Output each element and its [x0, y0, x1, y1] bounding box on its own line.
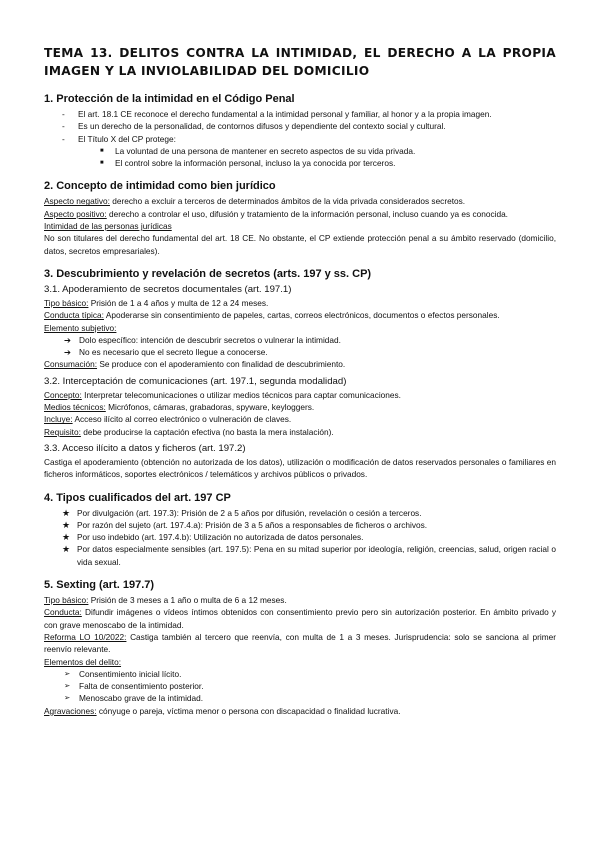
- list-item: ★ Por razón del sujeto (art. 197.4.a): Prisión de 3 a 5 años a responsables de ficheros o archivos.: [62, 519, 428, 530]
- paragraph: Tipo básico: Prisión de 3 meses a 1 año o multa de 6 a 12 meses.: [44, 595, 287, 606]
- paragraph: Aspecto positivo: derecho a controlar el uso, difusión y tratamiento de la información personal, incluso cuando ya es conocida.: [44, 208, 508, 219]
- paragraph: Consumación: Se produce con el apoderamiento con finalidad de descubrimiento.: [44, 359, 346, 370]
- section-1-heading: 1. Protección de la intimidad en el Código Penal: [44, 93, 295, 105]
- paragraph: Requisito: debe producirse la captación efectiva (no basta la mera instalación).: [44, 426, 334, 437]
- list-item: ■ El control sobre la información personal, incluso la ya conocida por terceros.: [100, 158, 396, 169]
- list-item: - Es un derecho de la personalidad, de contornos difusos y dependiente del contexto social y cultural.: [62, 121, 446, 132]
- subjective-element-list: [44, 334, 556, 359]
- list-item: ★ Por datos especialmente sensibles (art. 197.5): Pena en su mitad superior por ideología, religión, creencias, salud, origen racial o vida sexual.: [62, 544, 556, 567]
- section-5-heading: 5. Sexting (art. 197.7): [44, 579, 155, 592]
- list-item: ➢ Falta de consentimiento posterior.: [64, 681, 204, 692]
- list-item: ★ Por uso indebido (art. 197.4.b): Utilización no autorizada de datos personales.: [62, 532, 364, 543]
- paragraph: Aspecto negativo: derecho a excluir a terceros de determinados ámbitos de la vida privada considerados secretos.: [44, 196, 466, 207]
- arrow-bullet-icon: ➔: [64, 347, 71, 358]
- square-bullet-icon: ■: [100, 160, 104, 167]
- paragraph: Concepto: Interpretar telecomunicaciones o utilizar medios técnicos para captar comunicaciones.: [44, 389, 401, 400]
- paragraph: Conducta: Difundir imágenes o vídeos íntimos obtenidos con consentimiento previo pero sin autorización posterior. En ámbito privado y con grave menoscabo de la intimidad.: [44, 607, 556, 630]
- dash-bullet: -: [62, 109, 65, 119]
- section-2-heading: 2. Concepto de intimidad como bien jurídico: [44, 180, 276, 193]
- star-bullet-icon: ★: [62, 507, 71, 518]
- subsection-3-1-title: 3.1. Apoderamiento de secretos documentales (art. 197.1): [44, 283, 292, 295]
- list-item: ★ Por divulgación (art. 197.3): Prisión de 2 a 5 años por difusión, revelación o cesión a terceros.: [62, 507, 422, 518]
- section-1-list: [44, 108, 556, 145]
- paragraph: Conducta típica: Apoderarse sin consentimiento de papeles, cartas, correos electrónicos, documentos o efectos personales.: [44, 310, 500, 321]
- dash-bullet: -: [62, 121, 65, 132]
- list-item: ➔ Dolo específico: intención de descubrir secretos o vulnerar la intimidad.: [64, 334, 341, 345]
- list-item: - El art. 18.1 CE reconoce el derecho fundamental a la intimidad personal y familiar, al honor y a la propia imagen.: [62, 109, 492, 119]
- section-3-heading: 3. Descubrimiento y revelación de secretos (arts. 197 y ss. CP): [44, 267, 372, 280]
- crime-elements-list: [44, 668, 556, 705]
- paragraph: Tipo básico: Prisión de 1 a 4 años y multa de 12 a 24 meses.: [44, 297, 269, 308]
- dash-bullet: -: [62, 133, 65, 144]
- section-4-heading: 4. Tipos cualificados del art. 197 CP: [44, 491, 231, 504]
- paragraph: No son titulares del derecho fundamental del art. 18 CE. No obstante, el CP extiende protección penal a su ámbito reservado (domicilio, datos, secretos empresariales).: [44, 233, 556, 256]
- list-item: ➔ No es necesario que el secreto llegue a conocerse.: [64, 347, 268, 358]
- paragraph: Incluye: Acceso ilícito al correo electrónico o vulneración de claves.: [44, 414, 292, 425]
- star-bullet-icon: ★: [62, 532, 71, 543]
- list-item: - El Título X del CP protege:: [62, 133, 176, 144]
- paragraph: Castiga el apoderamiento (obtención no autorizada de los datos), utilización o modificación de datos reservados personales o familiares en ficheros informáticos, soportes electrónicos / telemáticos y archivos públicos o privados.: [44, 456, 556, 480]
- list-item: ■ La voluntad de una persona de mantener en secreto aspectos de su vida privada.: [100, 145, 416, 156]
- qualified-types-list: [44, 507, 556, 568]
- star-bullet-icon: ★: [62, 519, 71, 530]
- triangle-arrow-bullet-icon: ➢: [64, 681, 71, 691]
- section-1-sublist: [44, 145, 556, 170]
- document-title: TEMA 13. DELITOS CONTRA LA INTIMIDAD, EL DERECHO A LA PROPIA IMAGEN Y LA INVIOLABILIDAD DEL DOMICILIO: [44, 46, 556, 78]
- star-bullet-icon: ★: [62, 544, 71, 555]
- list-item: ➢ Menoscabo grave de la intimidad.: [64, 693, 204, 704]
- paragraph: Medios técnicos: Micrófonos, cámaras, grabadoras, spyware, keyloggers.: [44, 402, 315, 413]
- arrow-bullet-icon: ➔: [64, 334, 71, 345]
- subheading-juridicas: Intimidad de las personas jurídicas: [44, 221, 172, 232]
- paragraph: Reforma LO 10/2022: Castiga también al tercero que reenvía, con multa de 1 a 3 meses. Jurisprudencia: solo se sanciona al primer reenvío relevante.: [44, 631, 556, 655]
- square-bullet-icon: ■: [100, 147, 104, 154]
- subsection-3-2-title: 3.2. Interceptación de comunicaciones (art. 197.1, segunda modalidad): [44, 375, 347, 387]
- label-elementos-delito: Elementos del delito:: [44, 656, 122, 667]
- triangle-arrow-bullet-icon: ➢: [64, 693, 71, 703]
- paragraph: Agravaciones: cónyuge o pareja, víctima menor o persona con discapacidad o finalidad lucrativa.: [44, 705, 401, 716]
- triangle-arrow-bullet-icon: ➢: [64, 668, 71, 678]
- label-elemento-subjetivo: Elemento subjetivo:: [44, 322, 117, 333]
- subsection-3-3-title: 3.3. Acceso ilícito a datos y ficheros (art. 197.2): [44, 442, 246, 454]
- list-item: ➢ Consentimiento inicial lícito.: [64, 668, 182, 679]
